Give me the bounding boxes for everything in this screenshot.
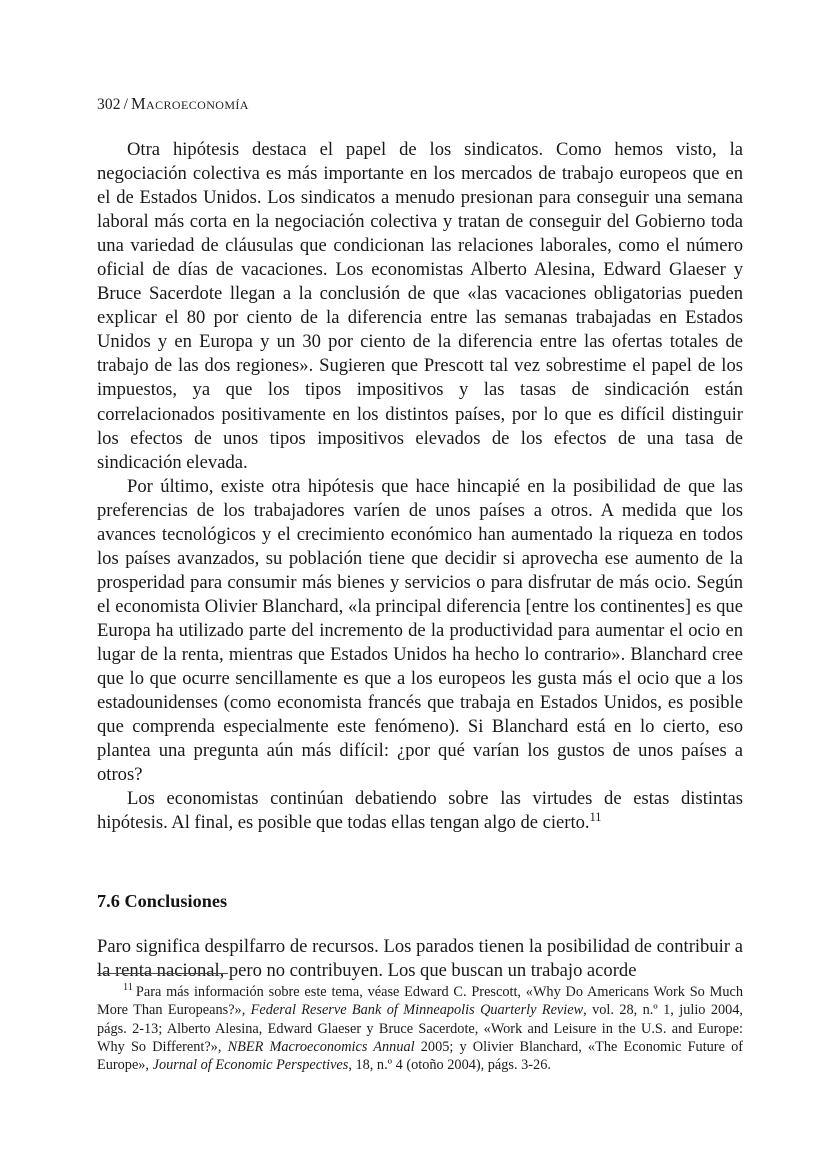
book-title: Macroeconomía xyxy=(130,94,249,113)
running-head-separator: / xyxy=(123,96,128,113)
footnote-segment-2: , vol. 28, n.º 1, julio 2004, págs. 2-13; Alberto Alesina, Edward Glaeser y Bruce Sacerdote, «Work and Leisure in the U.S. and Europe: Why So Different?», xyxy=(97,1002,743,1055)
running-head xyxy=(97,94,743,115)
page-folio-number: 302 xyxy=(97,96,121,113)
paragraph-debate-text: Los economistas continúan debatiendo sobre las virtudes de estas distintas hipótesis. Al final, es posible que todas ellas tengan algo de cierto. xyxy=(97,788,743,834)
paragraph-sindicatos: Otra hipótesis destaca el papel de los sindicatos. Como hemos visto, la negociación colectiva es más importante en los mercados de trabajo europeos que en el de Estados Unidos. Los sindicatos a menudo presionan para conseguir una semana laboral más corta en la negociación colectiva y tratan de conseguir del Gobierno toda una variedad de cláusulas que condicionan las relaciones laborales, como el número oficial de días de vacaciones. Los economistas Alberto Alesina, Edward Glaeser y Bruce Sacerdote llegan a la conclusión de que «las vacaciones obligatorias pueden explicar el 80 por ciento de la diferencia entre las semanas trabajadas en Estados Unidos y en Europa y un 30 por ciento de la diferencia entre las ofertas totales de trabajo de las dos regiones». Sugieren que Prescott tal vez sobrestime el papel de los impuestos, ya que los tipos impositivos y las tasas de sindicación están correlacionados positivamente en los distintos países, por lo que es difícil distinguir los efectos de unos tipos impositivos elevados de los efectos de una tasa de sindicación elevada. xyxy=(97,139,743,473)
footnote-segment-4: 2005; y Olivier Blanchard, «The Economic Future of Europe», xyxy=(97,1038,743,1074)
section-heading-block xyxy=(97,835,743,913)
footnote-text xyxy=(97,984,743,1073)
footnote-block xyxy=(97,973,743,1074)
footnote-11 xyxy=(97,983,743,1074)
footnote-segment-1: Federal Reserve Bank of Minneapolis Quarterly Review xyxy=(250,1002,584,1019)
body-text-column xyxy=(97,138,743,983)
footnote-segment-5: Journal of Economic Perspectives xyxy=(152,1057,349,1074)
section-heading-7-6: 7.6 Conclusiones xyxy=(97,891,228,912)
paragraph-debate xyxy=(97,787,743,835)
footnote-segment-0: Para más información sobre este tema, véase Edward C. Prescott, «Why Do Americans Work So Much More Than Europeans?», xyxy=(97,984,743,1019)
footnote-separator-rule xyxy=(97,973,228,974)
paragraph-conclusiones-opening: Paro significa despilfarro de recursos. Los parados tienen la posibilidad de contribuir a la renta nacional, pero no contribuyen. Los que buscan un trabajo acorde xyxy=(97,936,743,982)
footnote-segment-3: NBER Macroeconomics Annual xyxy=(227,1038,415,1055)
footnote-segment-6: , 18, n.º 4 (otoño 2004), págs. 3-26. xyxy=(348,1057,551,1074)
footnote-reference-marker[interactable]: 11 xyxy=(589,810,602,825)
footnote-number: 11 xyxy=(123,982,133,994)
paragraph-preferencias: Por último, existe otra hipótesis que hace hincapié en la posibilidad de que las preferencias de los trabajadores varíen de unos países a otros. A medida que los avances tecnológicos y el crecimiento económico han aumentado la riqueza en todos los países avanzados, su población tiene que decidir si aprovecha ese aumento de la prosperidad para consumir más bienes y servicios o para disfrutar de más ocio. Según el economista Olivier Blanchard, «la principal diferencia [entre los continentes] es que Europa ha utilizado parte del incremento de la productividad para aumentar el ocio en lugar de la renta, mientras que Estados Unidos ha hecho lo contrario». Blanchard cree que lo que ocurre sencillamente es que a los europeos les gusta más el ocio que a los estadounidenses (como economista francés que trabaja en Estados Unidos, es posible que comprenda especialmente este fenómeno). Si Blanchard está en lo cierto, eso plantea una pregunta aún más difícil: ¿por qué varían los gustos de unos países a otros? xyxy=(97,475,743,786)
